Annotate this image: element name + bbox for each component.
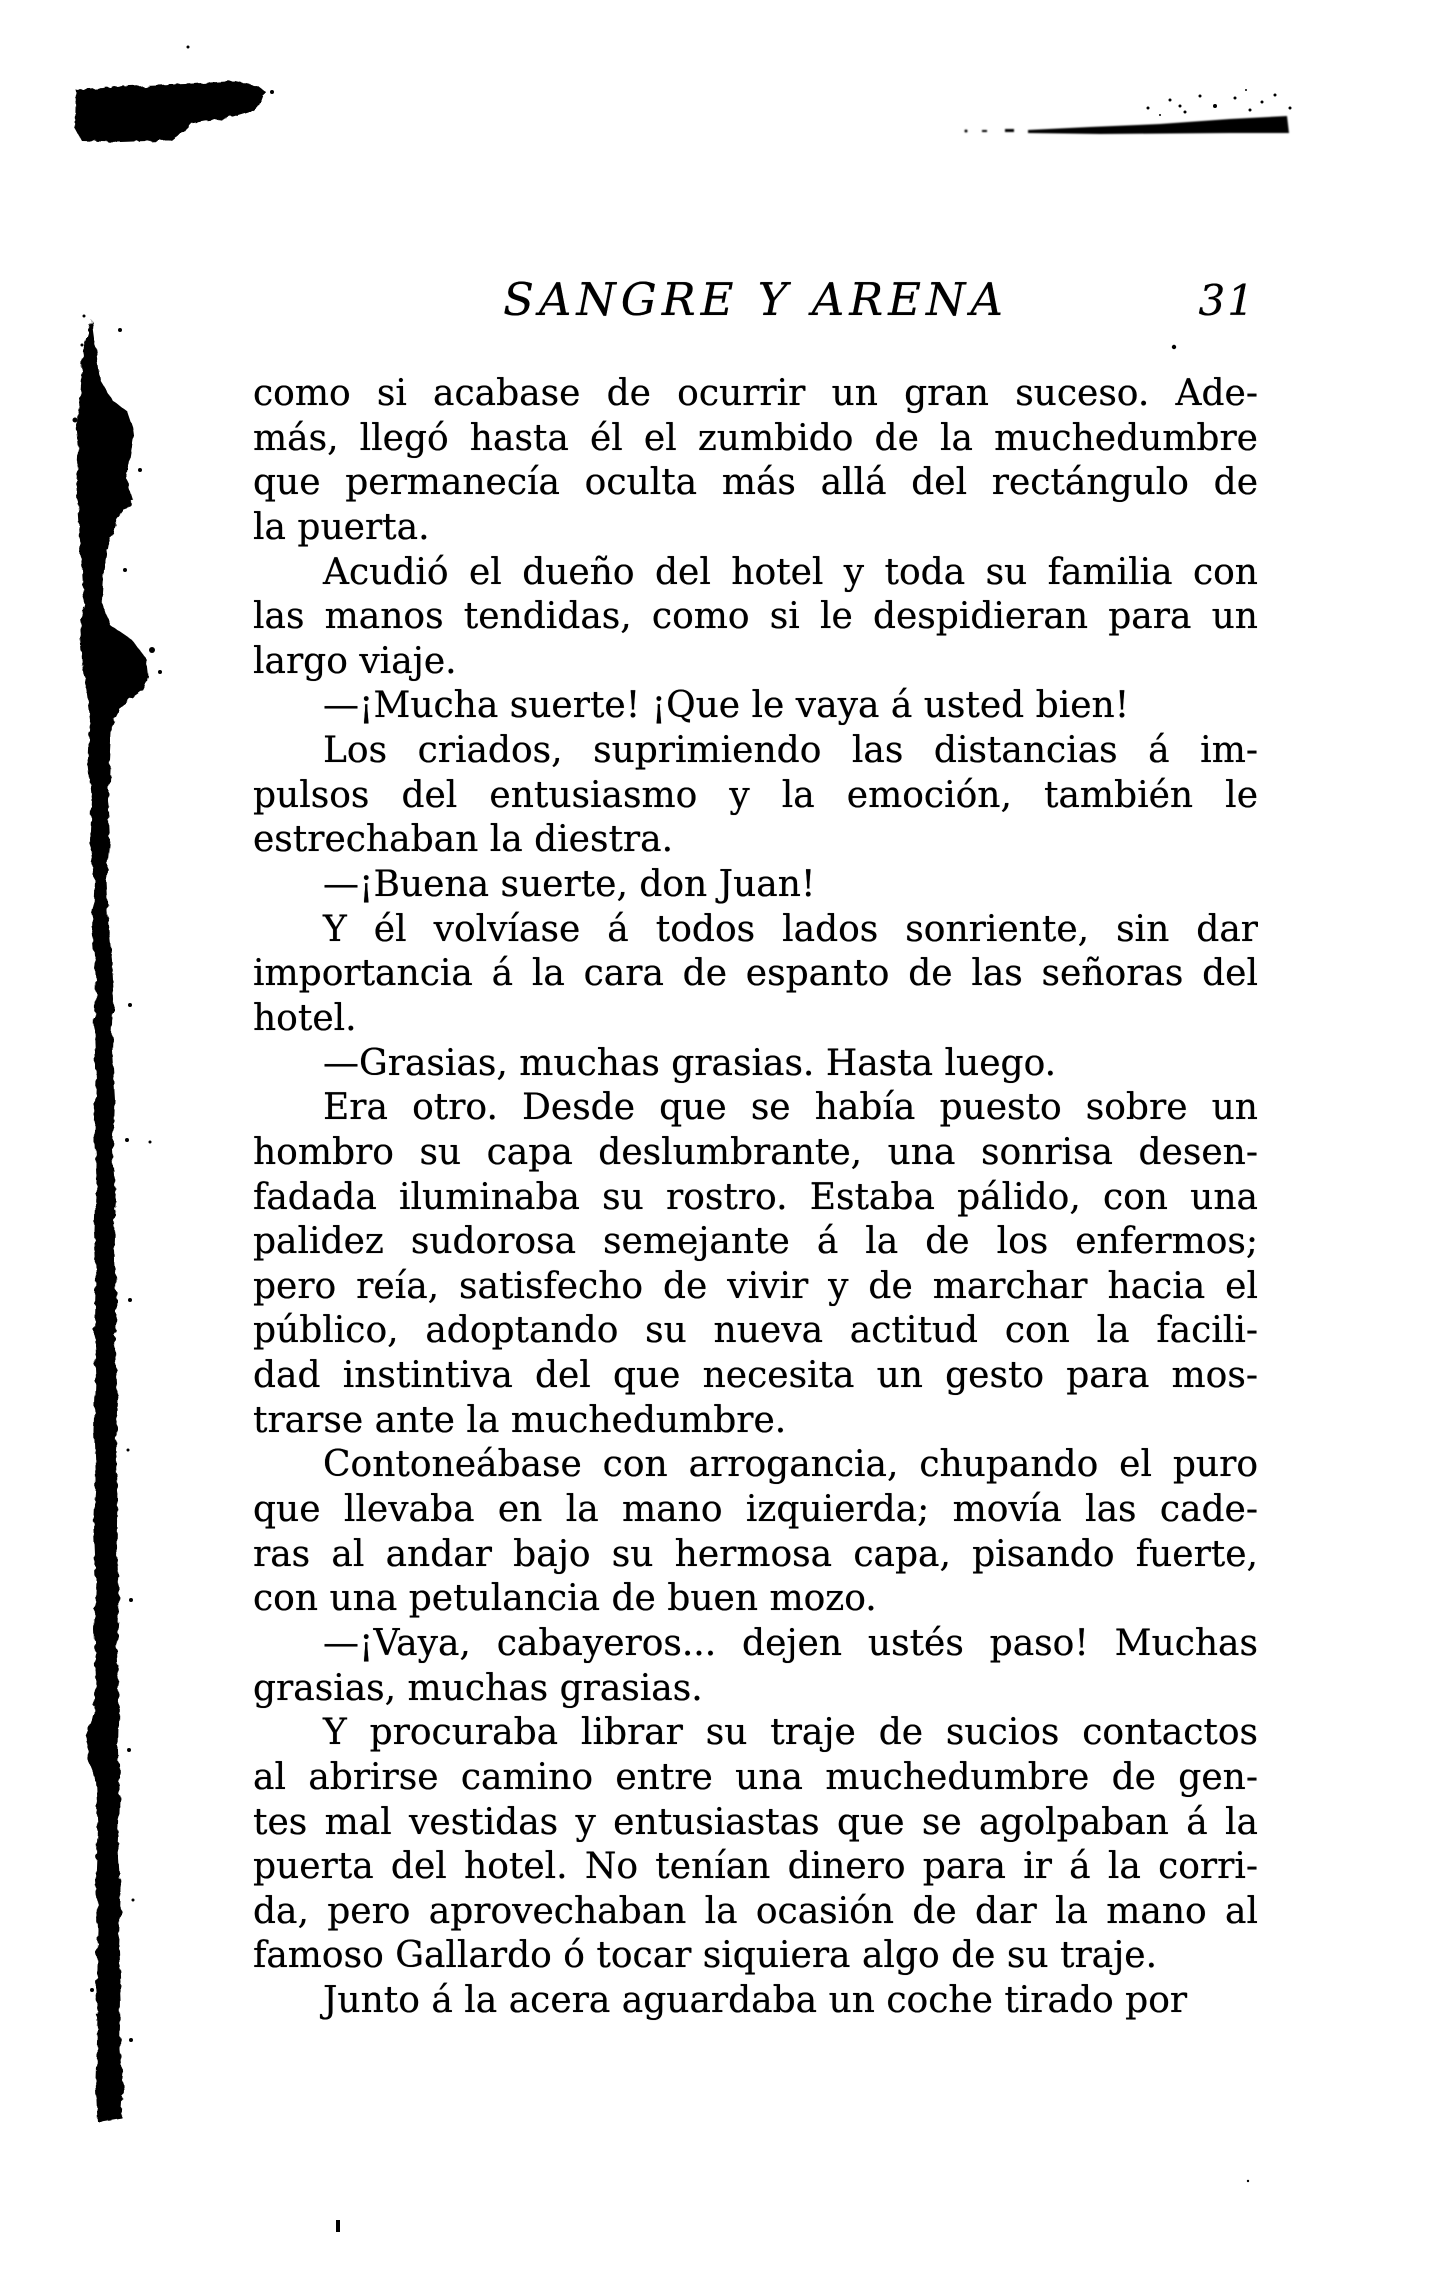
text-line: famoso Gallardo ó tocar siquiera algo de su traje. — [253, 1935, 1158, 1977]
page-text — [253, 372, 1258, 2024]
text-line: fadada iluminaba su rostro. Estaba pálido, con una — [253, 1176, 1258, 1218]
text-line: trarse ante la muchedumbre. — [253, 1399, 787, 1441]
page-number: 31 — [1198, 276, 1256, 325]
text-line: con una petulancia de buen mozo. — [253, 1578, 877, 1620]
text-line: hombro su capa deslumbrante, una sonrisa desen- — [253, 1131, 1258, 1173]
text-line: —¡Mucha suerte! ¡Que le vaya á usted bien! — [323, 685, 1130, 727]
ink-speck — [1247, 2180, 1249, 2182]
streak-speckles — [73, 315, 163, 2043]
text-line: largo viaje. — [253, 640, 457, 682]
ink-blob-top-left — [75, 81, 266, 142]
text-line: hotel. — [253, 997, 357, 1039]
text-line: la puerta. — [253, 506, 430, 548]
text-line: dad instintiva del que necesita un gesto para mos- — [253, 1355, 1258, 1397]
text-line: ras al andar bajo su hermosa capa, pisando fuerte, — [253, 1533, 1258, 1575]
text-line: Contoneábase con arrogancia, chupando el puro — [323, 1444, 1258, 1486]
ink-speck — [336, 2220, 340, 2232]
speckle-cluster-top-right — [1147, 89, 1292, 116]
text-line: Y él volvíase á todos lados sonriente, sin dar — [323, 908, 1258, 950]
ink-speck — [1172, 345, 1176, 349]
text-line: más, llegó hasta él el zumbido de la muchedumbre — [253, 417, 1258, 459]
text-line: como si acabase de ocurrir un gran suceso. Ade- — [253, 373, 1258, 414]
text-line: que llevaba en la mano izquierda; movía las cade- — [253, 1489, 1258, 1531]
text-line: palidez sudorosa semejante á la de los enfermos; — [253, 1221, 1258, 1263]
text-line: las manos tendidas, como si le despidieran para un — [253, 596, 1258, 638]
text-line: —¡Buena suerte, don Juan! — [323, 864, 816, 906]
text-line: Acudió el dueño del hotel y toda su familia con — [323, 551, 1258, 593]
text-line: Los criados, suprimiendo las distancias á im- — [323, 730, 1258, 772]
ink-speck — [187, 46, 190, 49]
text-line: Era otro. Desde que se había puesto sobre un — [323, 1087, 1258, 1129]
text-line: que permanecía oculta más allá del rectángulo de — [253, 462, 1258, 504]
text-line: puerta del hotel. No tenían dinero para ir á la corri- — [253, 1846, 1258, 1888]
text-line: público, adoptando su nueva actitud con la facili- — [253, 1310, 1258, 1352]
text-line: grasias, muchas grasias. — [253, 1667, 703, 1709]
text-line: importancia á la cara de espanto de las señoras del — [253, 953, 1258, 995]
text-line: —¡Vaya, cabayeros... dejen ustés paso! Muchas — [323, 1622, 1258, 1664]
text-line: al abrirse camino entre una muchedumbre de gen- — [253, 1756, 1258, 1798]
text-line: Junto á la acera aguardaba un coche tirado por — [323, 1980, 1188, 2022]
gutter-streak-left — [76, 320, 148, 2122]
text-line: pulsos del entusiasmo y la emoción, también le — [253, 774, 1258, 816]
text-line: pero reía, satisfecho de vivir y de marchar hacia el — [253, 1265, 1258, 1307]
text-line: —Grasias, muchas grasias. Hasta luego. — [323, 1042, 1057, 1084]
text-line: tes mal vestidas y entusiastas que se agolpaban á la — [253, 1801, 1258, 1843]
running-header — [253, 273, 1258, 326]
scan-line-top-right — [965, 116, 1290, 134]
running-title: SANGRE Y ARENA — [503, 273, 1008, 326]
text-line: estrechaban la diestra. — [253, 819, 674, 861]
text-line: da, pero aprovechaban la ocasión de dar la mano al — [253, 1890, 1258, 1932]
ink-speck — [270, 90, 274, 94]
text-line: Y procuraba librar su traje de sucios contactos — [323, 1712, 1258, 1754]
